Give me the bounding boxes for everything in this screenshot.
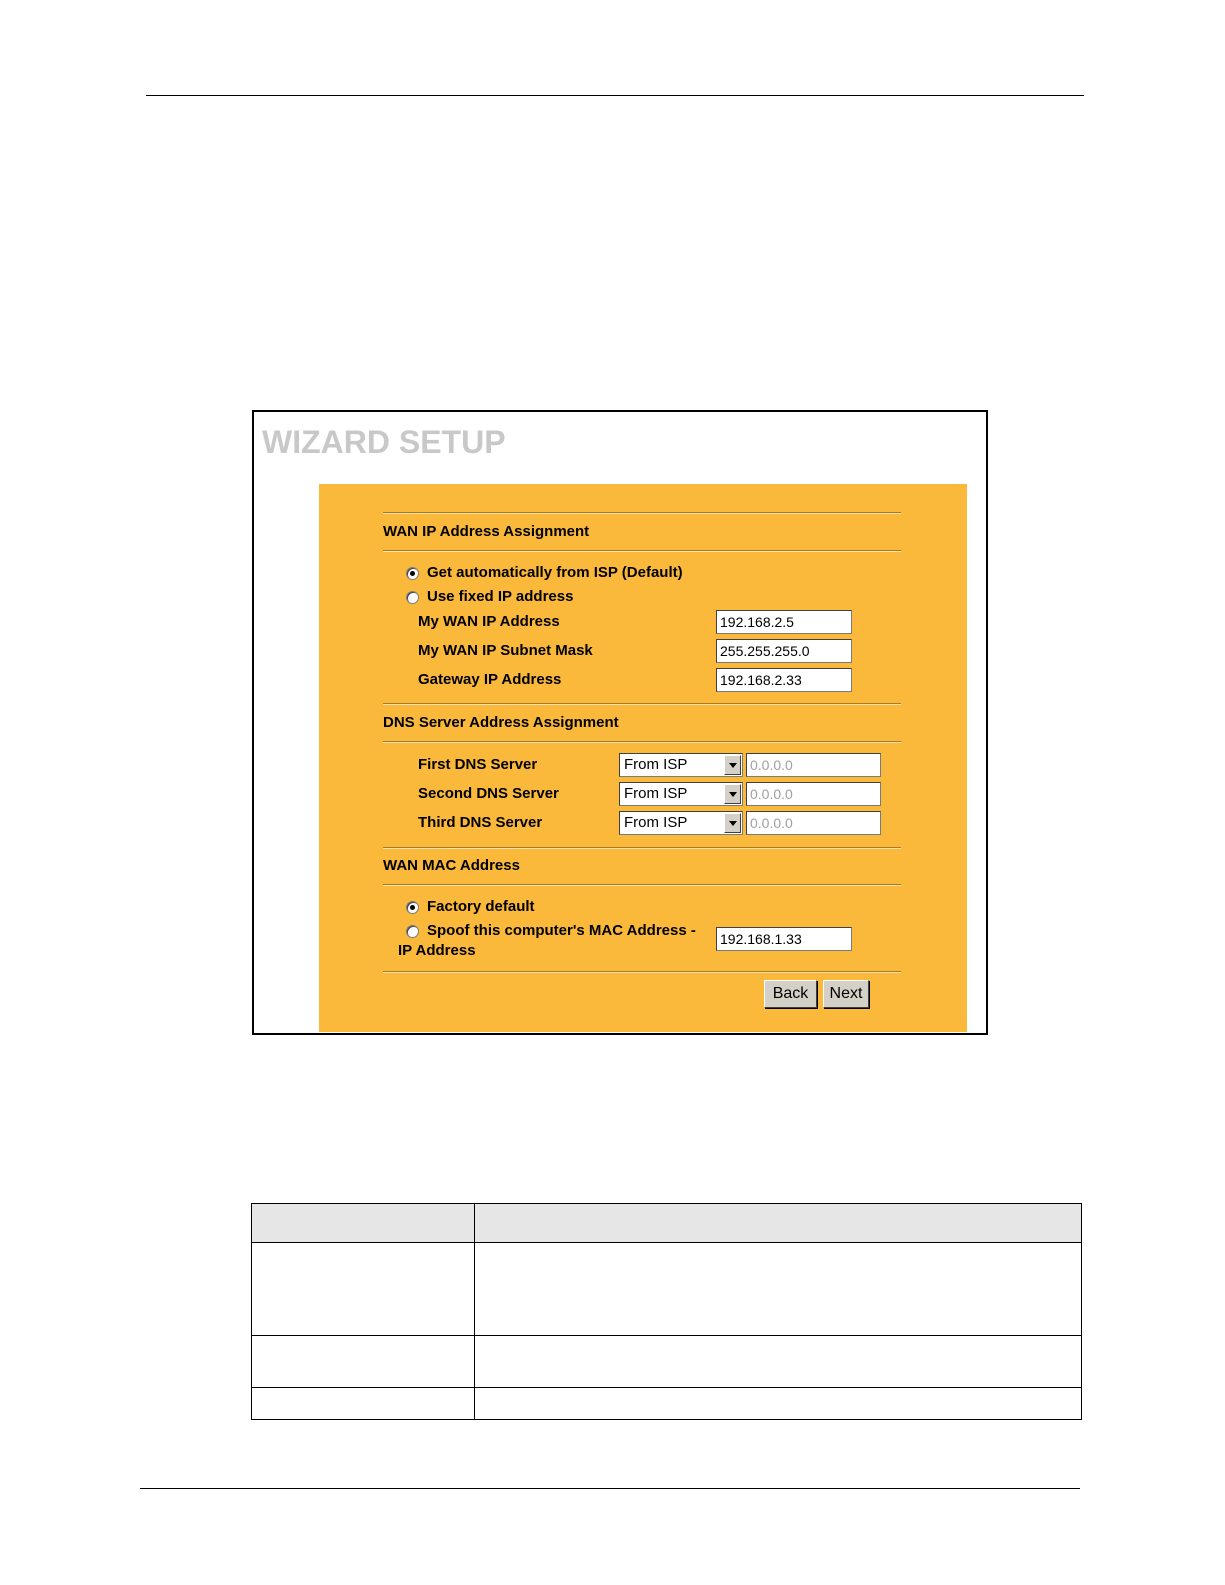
next-button[interactable]: Next (823, 980, 869, 1008)
divider (383, 550, 901, 552)
divider (383, 971, 901, 973)
radio-factory-default[interactable] (406, 901, 419, 914)
gateway-label: Gateway IP Address (418, 671, 562, 688)
second-dns-address-input[interactable] (746, 782, 881, 806)
divider (383, 847, 901, 849)
radio-spoof-mac[interactable] (406, 925, 419, 938)
third-dns-address-input[interactable] (746, 811, 881, 835)
table-header-row (252, 1204, 1082, 1243)
radio-get-automatically-label: Get automatically from ISP (Default) (427, 564, 683, 581)
spoof-ip-address-input[interactable] (716, 927, 852, 951)
table-cell (252, 1336, 475, 1388)
table-cell (475, 1336, 1082, 1388)
second-dns-label: Second DNS Server (418, 785, 559, 802)
divider (383, 741, 901, 743)
divider (383, 512, 901, 514)
back-button[interactable]: Back (764, 980, 817, 1008)
divider (383, 703, 901, 705)
table-row (252, 1243, 1082, 1336)
third-dns-label: Third DNS Server (418, 814, 543, 831)
description-table (251, 1203, 1082, 1420)
first-dns-mode-select[interactable] (619, 753, 743, 777)
table-header-cell (475, 1204, 1082, 1243)
table-header-cell (252, 1204, 475, 1243)
third-dns-mode-select[interactable] (619, 811, 743, 835)
my-wan-ip-label: My WAN IP Address (418, 613, 560, 630)
chevron-down-icon[interactable] (724, 813, 741, 833)
second-dns-mode-select[interactable] (619, 782, 743, 806)
table-cell (475, 1388, 1082, 1420)
header-rule (146, 95, 1084, 96)
third-dns-mode-value: From ISP (624, 814, 688, 831)
wan-mac-section-title: WAN MAC Address (383, 857, 520, 874)
table-cell (475, 1243, 1082, 1336)
radio-get-automatically[interactable] (406, 567, 419, 580)
radio-factory-default-label: Factory default (427, 898, 535, 915)
table-row (252, 1336, 1082, 1388)
spoof-ip-address-label: IP Address (398, 942, 476, 959)
divider (383, 884, 901, 886)
table-row (252, 1388, 1082, 1420)
radio-use-fixed-ip-label: Use fixed IP address (427, 588, 574, 605)
first-dns-address-input[interactable] (746, 753, 881, 777)
subnet-mask-label: My WAN IP Subnet Mask (418, 642, 593, 659)
wizard-screenshot (252, 410, 988, 1035)
table-cell (252, 1388, 475, 1420)
second-dns-mode-value: From ISP (624, 785, 688, 802)
my-wan-ip-input[interactable] (716, 610, 852, 634)
first-dns-mode-value: From ISP (624, 756, 688, 773)
wizard-title: WIZARD SETUP (262, 424, 506, 460)
dns-section-title: DNS Server Address Assignment (383, 714, 619, 731)
chevron-down-icon[interactable] (724, 755, 741, 775)
subnet-mask-input[interactable] (716, 639, 852, 663)
chevron-down-icon[interactable] (724, 784, 741, 804)
first-dns-label: First DNS Server (418, 756, 538, 773)
radio-use-fixed-ip[interactable] (406, 591, 419, 604)
radio-spoof-mac-label: Spoof this computer's MAC Address - (427, 922, 696, 939)
gateway-input[interactable] (716, 668, 852, 692)
footer-rule (140, 1488, 1080, 1489)
wizard-panel (319, 484, 967, 1032)
wan-ip-section-title: WAN IP Address Assignment (383, 523, 590, 540)
table-cell (252, 1243, 475, 1336)
